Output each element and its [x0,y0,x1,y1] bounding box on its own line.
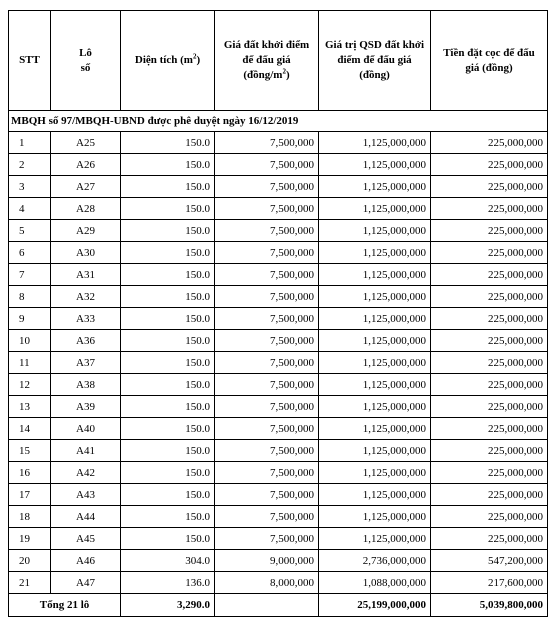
header-deposit [431,11,548,111]
cell-area: 150.0 [121,418,215,440]
cell-stt: 4 [9,198,51,220]
table-row [9,506,548,528]
cell-stt: 2 [9,154,51,176]
total-row [9,594,548,617]
cell-stt: 13 [9,396,51,418]
cell-land-value: 1,125,000,000 [319,220,431,242]
cell-lot-number: A29 [51,220,121,242]
cell-lot-number: A30 [51,242,121,264]
table-row [9,330,548,352]
cell-lot-number: A36 [51,330,121,352]
table-row [9,440,548,462]
cell-starting-price: 7,500,000 [215,220,319,242]
cell-area: 150.0 [121,330,215,352]
cell-lot-number: A33 [51,308,121,330]
cell-deposit: 225,000,000 [431,374,548,396]
header-area [121,11,215,111]
table-row [9,528,548,550]
cell-starting-price: 7,500,000 [215,440,319,462]
cell-starting-price: 7,500,000 [215,242,319,264]
cell-stt: 16 [9,462,51,484]
cell-land-value: 1,125,000,000 [319,528,431,550]
cell-area: 150.0 [121,352,215,374]
cell-stt: 14 [9,418,51,440]
cell-area: 150.0 [121,198,215,220]
header-area-label: Diện tích (m [134,54,193,66]
cell-area: 150.0 [121,264,215,286]
header-value-label: Giá trị QSD đất khởi điểm để đấu giá (đồng) [325,39,424,81]
cell-starting-price: 7,500,000 [215,396,319,418]
section-title: MBQH số 97/MBQH-UBND được phê duyệt ngày 16/12/2019 [9,111,548,132]
total-area: 3,290.0 [121,594,215,617]
cell-starting-price: 7,500,000 [215,330,319,352]
header-price-label: Giá đất khởi điểm để đấu giá (đồng/m [223,39,310,81]
cell-lot-number: A47 [51,572,121,594]
table-row [9,550,548,572]
cell-deposit: 225,000,000 [431,198,548,220]
cell-land-value: 1,125,000,000 [319,330,431,352]
cell-stt: 21 [9,572,51,594]
cell-lot-number: A32 [51,286,121,308]
cell-land-value: 1,125,000,000 [319,264,431,286]
cell-lot-number: A28 [51,198,121,220]
cell-area: 150.0 [121,396,215,418]
table-row [9,176,548,198]
cell-land-value: 1,125,000,000 [319,286,431,308]
cell-land-value: 1,125,000,000 [319,242,431,264]
cell-stt: 9 [9,308,51,330]
cell-deposit: 547,200,000 [431,550,548,572]
cell-land-value: 1,125,000,000 [319,374,431,396]
cell-stt: 19 [9,528,51,550]
cell-stt: 10 [9,330,51,352]
cell-stt: 12 [9,374,51,396]
cell-lot-number: A25 [51,132,121,154]
table-row [9,396,548,418]
cell-area: 304.0 [121,550,215,572]
cell-stt: 15 [9,440,51,462]
cell-deposit: 225,000,000 [431,286,548,308]
cell-deposit: 225,000,000 [431,506,548,528]
cell-starting-price: 7,500,000 [215,374,319,396]
cell-starting-price: 7,500,000 [215,154,319,176]
cell-deposit: 225,000,000 [431,440,548,462]
table-row [9,132,548,154]
cell-area: 150.0 [121,484,215,506]
cell-stt: 20 [9,550,51,572]
cell-land-value: 1,088,000,000 [319,572,431,594]
cell-land-value: 1,125,000,000 [319,308,431,330]
cell-deposit: 225,000,000 [431,308,548,330]
cell-lot-number: A44 [51,506,121,528]
cell-stt: 6 [9,242,51,264]
cell-area: 150.0 [121,286,215,308]
cell-stt: 1 [9,132,51,154]
cell-lot-number: A41 [51,440,121,462]
cell-deposit: 225,000,000 [431,528,548,550]
table-row [9,242,548,264]
table-row [9,484,548,506]
cell-lot-number: A37 [51,352,121,374]
cell-stt: 3 [9,176,51,198]
total-label: Tổng 21 lô [9,594,121,617]
cell-area: 150.0 [121,462,215,484]
cell-land-value: 1,125,000,000 [319,132,431,154]
cell-area: 150.0 [121,220,215,242]
cell-area: 150.0 [121,528,215,550]
cell-starting-price: 7,500,000 [215,418,319,440]
cell-lot-number: A31 [51,264,121,286]
cell-stt: 18 [9,506,51,528]
cell-area: 150.0 [121,374,215,396]
cell-deposit: 225,000,000 [431,132,548,154]
cell-area: 150.0 [121,242,215,264]
cell-land-value: 2,736,000,000 [319,550,431,572]
table-row [9,418,548,440]
cell-land-value: 1,125,000,000 [319,176,431,198]
cell-stt: 11 [9,352,51,374]
table-row [9,286,548,308]
cell-deposit: 225,000,000 [431,396,548,418]
cell-starting-price: 9,000,000 [215,550,319,572]
cell-deposit: 225,000,000 [431,330,548,352]
cell-lot-number: A40 [51,418,121,440]
cell-lot-number: A26 [51,154,121,176]
cell-deposit: 225,000,000 [431,242,548,264]
header-starting-price [215,11,319,111]
cell-starting-price: 7,500,000 [215,264,319,286]
cell-lot-number: A39 [51,396,121,418]
land-lot-table [8,10,548,617]
cell-starting-price: 8,000,000 [215,572,319,594]
table-row [9,264,548,286]
cell-starting-price: 7,500,000 [215,462,319,484]
cell-starting-price: 7,500,000 [215,308,319,330]
cell-deposit: 225,000,000 [431,484,548,506]
cell-area: 136.0 [121,572,215,594]
cell-starting-price: 7,500,000 [215,176,319,198]
cell-stt: 8 [9,286,51,308]
header-land-value [319,11,431,111]
cell-stt: 7 [9,264,51,286]
cell-lot-number: A27 [51,176,121,198]
cell-starting-price: 7,500,000 [215,132,319,154]
cell-lot-number: A38 [51,374,121,396]
cell-starting-price: 7,500,000 [215,198,319,220]
header-price-sup: 2 [282,67,286,76]
cell-starting-price: 7,500,000 [215,484,319,506]
cell-stt: 5 [9,220,51,242]
cell-deposit: 225,000,000 [431,154,548,176]
table-row [9,154,548,176]
cell-deposit: 225,000,000 [431,220,548,242]
cell-area: 150.0 [121,176,215,198]
cell-land-value: 1,125,000,000 [319,462,431,484]
cell-land-value: 1,125,000,000 [319,154,431,176]
table-row [9,352,548,374]
header-area-sup: 2 [192,52,197,61]
cell-lot-number: A43 [51,484,121,506]
cell-starting-price: 7,500,000 [215,506,319,528]
cell-deposit: 225,000,000 [431,352,548,374]
cell-starting-price: 7,500,000 [215,286,319,308]
table-header-row [9,11,548,111]
cell-deposit: 225,000,000 [431,418,548,440]
total-deposit: 5,039,800,000 [431,594,548,617]
header-deposit-label: Tiền đặt cọc để đấu giá (đồng) [443,46,535,74]
table-row [9,572,548,594]
cell-deposit: 225,000,000 [431,264,548,286]
header-stt [9,11,51,111]
header-lot-line1: Lô [79,46,92,59]
cell-deposit: 225,000,000 [431,462,548,484]
cell-lot-number: A45 [51,528,121,550]
cell-land-value: 1,125,000,000 [319,198,431,220]
header-area-end: ) [196,54,201,66]
total-price [215,594,319,617]
header-lot-line2: số [80,61,91,74]
land-auction-document [8,10,547,617]
cell-lot-number: A42 [51,462,121,484]
table-row [9,220,548,242]
cell-lot-number: A46 [51,550,121,572]
cell-starting-price: 7,500,000 [215,528,319,550]
header-stt-label: STT [19,54,40,66]
cell-area: 150.0 [121,154,215,176]
cell-deposit: 225,000,000 [431,176,548,198]
cell-stt: 17 [9,484,51,506]
cell-area: 150.0 [121,308,215,330]
cell-area: 150.0 [121,132,215,154]
cell-deposit: 217,600,000 [431,572,548,594]
total-value: 25,199,000,000 [319,594,431,617]
cell-land-value: 1,125,000,000 [319,396,431,418]
table-row [9,462,548,484]
cell-starting-price: 7,500,000 [215,352,319,374]
section-title-row [9,111,548,132]
cell-land-value: 1,125,000,000 [319,352,431,374]
header-price-end: ) [285,69,290,81]
header-lot-number [51,11,121,111]
cell-area: 150.0 [121,506,215,528]
cell-land-value: 1,125,000,000 [319,484,431,506]
table-row [9,374,548,396]
cell-land-value: 1,125,000,000 [319,440,431,462]
table-row [9,198,548,220]
cell-land-value: 1,125,000,000 [319,506,431,528]
table-row [9,308,548,330]
cell-area: 150.0 [121,440,215,462]
cell-land-value: 1,125,000,000 [319,418,431,440]
